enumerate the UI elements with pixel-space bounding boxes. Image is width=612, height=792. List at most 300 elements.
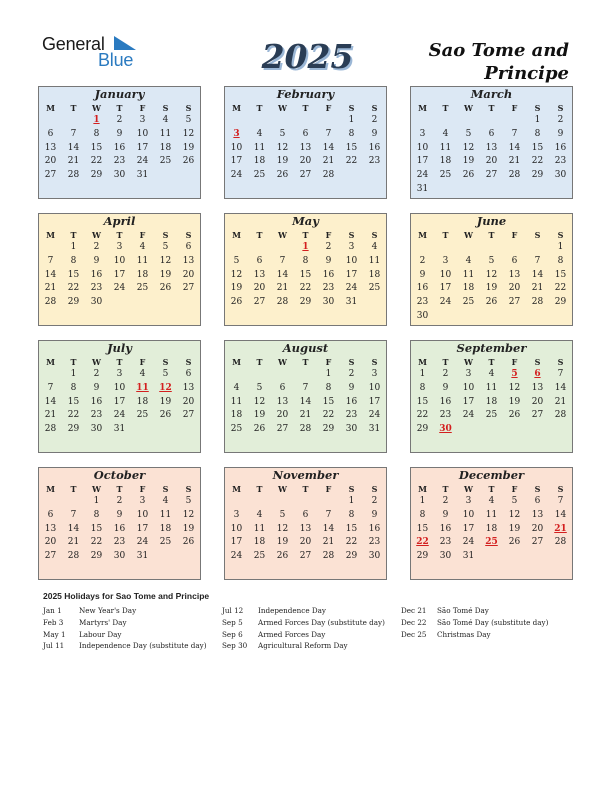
day-cell: 10 [368, 382, 381, 393]
day-cell: 13 [299, 523, 312, 534]
day-cell: 12 [276, 142, 289, 153]
day-cell: 20 [276, 410, 289, 421]
holiday-column [43, 605, 207, 652]
day-cell: 28 [322, 170, 335, 181]
week-row [411, 396, 572, 410]
day-cell: 27 [485, 170, 498, 181]
day-cell: 21 [44, 410, 57, 421]
day-cell: 6 [47, 128, 54, 139]
day-cell: 24 [136, 156, 149, 167]
weekday-header-row [39, 356, 200, 368]
day-cell: 10 [230, 523, 243, 534]
weekday-label: M [232, 103, 241, 113]
holiday-day-cell: 21 [554, 523, 567, 534]
day-cell: 17 [368, 396, 381, 407]
empty-day-cell [503, 114, 526, 128]
day-cell: 16 [113, 523, 126, 534]
day-cell: 11 [439, 142, 452, 153]
day-cell: 6 [185, 242, 192, 252]
day-cell: 15 [416, 396, 429, 407]
day-cell: 11 [159, 509, 172, 520]
empty-day-cell [480, 550, 503, 564]
day-cell: 23 [368, 156, 381, 167]
day-cell: 21 [322, 156, 335, 167]
day-cell: 19 [508, 396, 521, 407]
day-cell: 24 [368, 410, 381, 421]
day-cell: 23 [554, 156, 567, 167]
day-cell: 5 [233, 255, 240, 266]
empty-day-cell [271, 114, 294, 128]
day-cell: 13 [253, 269, 266, 280]
week-row [411, 368, 572, 382]
empty-day-cell [526, 183, 549, 197]
month-august [224, 340, 387, 453]
day-cell: 8 [348, 128, 355, 139]
empty-day-cell [480, 183, 503, 197]
holiday-day-cell: 11 [136, 382, 149, 393]
week-row [225, 241, 386, 255]
weekday-label: T [302, 103, 309, 113]
day-cell: 25 [485, 410, 498, 421]
day-cell: 9 [371, 128, 378, 139]
weekday-label: S [162, 357, 169, 367]
day-cell: 28 [67, 170, 80, 181]
day-cell: 10 [113, 255, 126, 266]
day-cell: 20 [531, 523, 544, 534]
day-cell: 19 [182, 523, 195, 534]
day-cell: 22 [554, 283, 567, 294]
weekday-label: S [185, 230, 192, 240]
empty-day-cell [131, 296, 154, 310]
empty-day-cell [480, 114, 503, 128]
day-cell: 13 [508, 269, 521, 280]
empty-day-cell [526, 241, 549, 255]
day-cell: 3 [465, 496, 472, 506]
weekday-label: F [511, 357, 518, 367]
day-cell: 7 [47, 255, 54, 266]
empty-day-cell [480, 423, 503, 437]
day-cell: 7 [557, 496, 564, 506]
day-cell: 5 [279, 128, 286, 139]
day-cell: 19 [253, 410, 266, 421]
day-cell: 22 [416, 410, 429, 421]
day-cell: 26 [276, 170, 289, 181]
day-cell: 3 [116, 369, 123, 379]
day-cell: 29 [90, 170, 103, 181]
empty-day-cell [154, 550, 177, 564]
month-title: August [282, 341, 329, 355]
day-cell: 29 [299, 297, 312, 308]
day-cell: 2 [348, 369, 355, 379]
day-cell: 1 [70, 369, 77, 379]
day-cell: 7 [70, 509, 77, 520]
day-cell: 4 [162, 496, 169, 506]
day-cell: 22 [67, 283, 80, 294]
empty-day-cell [294, 114, 317, 128]
empty-day-cell [271, 495, 294, 509]
day-cell: 21 [67, 537, 80, 548]
holiday-item [43, 640, 207, 652]
day-cell: 26 [159, 410, 172, 421]
day-cell: 19 [508, 523, 521, 534]
weekday-label: S [348, 230, 355, 240]
weekday-label: S [185, 357, 192, 367]
holiday-name: São Tomé Day [437, 606, 489, 615]
day-cell: 27 [44, 170, 57, 181]
day-cell: 24 [113, 283, 126, 294]
day-cell: 2 [371, 115, 378, 125]
general-blue-logo [42, 34, 142, 70]
weekday-label: T [488, 484, 495, 494]
empty-day-cell [177, 423, 200, 437]
day-cell: 2 [93, 369, 100, 379]
day-cell: 23 [90, 283, 103, 294]
day-cell: 1 [557, 242, 564, 252]
empty-day-cell [294, 368, 317, 382]
day-cell: 31 [462, 551, 475, 562]
day-cell: 4 [139, 242, 146, 252]
holiday-day-cell: 22 [416, 537, 429, 548]
empty-day-cell [108, 296, 131, 310]
day-cell: 22 [345, 537, 358, 548]
day-cell: 9 [93, 255, 100, 266]
holiday-day-cell: 30 [439, 424, 452, 435]
week-row [411, 536, 572, 550]
day-cell: 25 [159, 537, 172, 548]
week-row [225, 409, 386, 423]
holiday-day-cell: 1 [93, 115, 100, 125]
holiday-item [43, 605, 207, 617]
day-cell: 29 [67, 424, 80, 435]
week-row [225, 382, 386, 396]
day-cell: 30 [113, 551, 126, 562]
day-cell: 18 [136, 269, 149, 280]
weekday-label: S [185, 484, 192, 494]
day-cell: 22 [90, 156, 103, 167]
day-cell: 6 [185, 369, 192, 379]
day-cell: 24 [113, 410, 126, 421]
day-cell: 5 [465, 128, 472, 139]
weekday-label: S [534, 484, 541, 494]
week-row [225, 423, 386, 437]
day-cell: 11 [230, 396, 243, 407]
day-cell: 22 [90, 537, 103, 548]
day-cell: 29 [90, 551, 103, 562]
day-cell: 30 [90, 424, 103, 435]
day-cell: 22 [345, 156, 358, 167]
day-cell: 19 [462, 156, 475, 167]
day-cell: 30 [90, 297, 103, 308]
weekday-label: S [348, 103, 355, 113]
weekday-label: W [464, 484, 473, 494]
day-cell: 31 [136, 551, 149, 562]
empty-day-cell [503, 310, 526, 324]
day-cell: 11 [159, 128, 172, 139]
holiday-item [43, 629, 207, 641]
empty-day-cell [457, 114, 480, 128]
weekday-label: S [185, 103, 192, 113]
weekday-header-row [225, 483, 386, 495]
day-cell: 31 [345, 297, 358, 308]
day-cell: 12 [508, 509, 521, 520]
day-cell: 8 [557, 255, 564, 266]
day-cell: 8 [419, 382, 426, 393]
holiday-name: São Tomé Day (substitute day) [437, 617, 549, 627]
holiday-name: Martyrs' Day [79, 617, 127, 627]
month-title: December [458, 468, 525, 482]
week-row [225, 142, 386, 156]
day-cell: 13 [531, 509, 544, 520]
day-cell: 2 [371, 496, 378, 506]
day-cell: 27 [531, 410, 544, 421]
week-row [225, 155, 386, 169]
day-cell: 14 [322, 142, 335, 153]
day-cell: 14 [508, 142, 521, 153]
holiday-date: Dec 25 [401, 629, 427, 639]
day-cell: 20 [299, 537, 312, 548]
weekday-label: W [278, 484, 287, 494]
day-cell: 15 [531, 142, 544, 153]
week-row [411, 495, 572, 509]
holiday-name: New Year's Day [79, 606, 137, 615]
weekday-label: T [488, 230, 495, 240]
week-row [411, 128, 572, 142]
day-cell: 15 [554, 269, 567, 280]
day-cell: 12 [253, 396, 266, 407]
week-row [39, 423, 200, 437]
day-cell: 5 [185, 115, 192, 125]
country-title-line1: Sao Tome and [428, 40, 569, 61]
empty-day-cell [503, 550, 526, 564]
empty-day-cell [457, 310, 480, 324]
day-cell: 12 [182, 128, 195, 139]
empty-day-cell [363, 169, 386, 183]
empty-day-cell [39, 241, 62, 255]
empty-day-cell [340, 169, 363, 183]
day-cell: 21 [554, 396, 567, 407]
day-cell: 24 [345, 283, 358, 294]
day-cell: 8 [325, 382, 332, 393]
week-row [39, 169, 200, 183]
weekday-label: T [116, 357, 123, 367]
holiday-date: Sep 5 [222, 617, 243, 627]
day-cell: 7 [47, 382, 54, 393]
day-cell: 26 [159, 283, 172, 294]
empty-day-cell [271, 368, 294, 382]
empty-day-cell [177, 296, 200, 310]
day-cell: 24 [462, 410, 475, 421]
day-cell: 17 [439, 283, 452, 294]
day-cell: 20 [508, 283, 521, 294]
day-cell: 17 [230, 537, 243, 548]
day-cell: 20 [44, 537, 57, 548]
day-cell: 28 [44, 424, 57, 435]
empty-day-cell [363, 296, 386, 310]
week-row [39, 296, 200, 310]
holiday-item [222, 640, 385, 652]
weekday-label: T [70, 103, 77, 113]
day-cell: 24 [136, 537, 149, 548]
day-cell: 11 [485, 509, 498, 520]
week-row [225, 523, 386, 537]
weekday-label: F [139, 103, 146, 113]
day-cell: 23 [439, 537, 452, 548]
day-cell: 14 [44, 269, 57, 280]
day-cell: 17 [416, 156, 429, 167]
weekday-label: T [256, 357, 263, 367]
day-cell: 2 [325, 242, 332, 252]
weekday-label: T [116, 484, 123, 494]
empty-day-cell [154, 169, 177, 183]
week-row [39, 114, 200, 128]
day-cell: 27 [531, 537, 544, 548]
weekday-label: S [371, 103, 378, 113]
month-november [224, 467, 387, 580]
weekday-label: T [70, 357, 77, 367]
weekday-label: T [256, 484, 263, 494]
weekday-label: M [46, 484, 55, 494]
weekday-label: M [46, 357, 55, 367]
day-cell: 19 [485, 283, 498, 294]
holiday-day-cell: 25 [485, 537, 498, 548]
day-cell: 14 [322, 523, 335, 534]
day-cell: 25 [253, 551, 266, 562]
week-row [39, 396, 200, 410]
day-cell: 18 [136, 396, 149, 407]
day-cell: 5 [162, 242, 169, 252]
empty-day-cell [434, 114, 457, 128]
day-cell: 9 [557, 128, 564, 139]
weekday-header-row [411, 229, 572, 241]
day-cell: 8 [419, 509, 426, 520]
empty-day-cell [480, 310, 503, 324]
day-cell: 16 [439, 396, 452, 407]
day-cell: 28 [554, 410, 567, 421]
day-cell: 27 [182, 283, 195, 294]
day-cell: 9 [325, 255, 332, 266]
day-cell: 18 [253, 156, 266, 167]
holiday-item [401, 629, 548, 641]
day-cell: 6 [256, 255, 263, 266]
day-cell: 16 [368, 142, 381, 153]
holiday-item [222, 605, 385, 617]
day-cell: 8 [302, 255, 309, 266]
day-cell: 16 [322, 269, 335, 280]
holiday-name: Independence Day [258, 606, 326, 615]
day-cell: 25 [230, 424, 243, 435]
day-cell: 19 [159, 269, 172, 280]
day-cell: 1 [419, 369, 426, 379]
day-cell: 29 [67, 297, 80, 308]
week-row [225, 282, 386, 296]
day-cell: 20 [253, 283, 266, 294]
day-cell: 24 [230, 170, 243, 181]
weekday-label: T [442, 103, 449, 113]
holidays-title: 2025 Holidays for Sao Tome and Principe [43, 591, 210, 601]
week-row [39, 495, 200, 509]
week-row [225, 255, 386, 269]
day-cell: 10 [462, 382, 475, 393]
day-cell: 7 [325, 509, 332, 520]
empty-day-cell [225, 241, 248, 255]
day-cell: 8 [93, 128, 100, 139]
holiday-day-cell: 6 [534, 369, 541, 379]
day-cell: 5 [185, 496, 192, 506]
weekday-label: S [162, 103, 169, 113]
weekday-label: T [70, 230, 77, 240]
day-cell: 26 [485, 297, 498, 308]
empty-day-cell [317, 114, 340, 128]
day-cell: 25 [159, 156, 172, 167]
month-july [38, 340, 201, 453]
weekday-label: S [348, 357, 355, 367]
day-cell: 26 [182, 156, 195, 167]
day-cell: 6 [279, 382, 286, 393]
weekday-label: F [139, 357, 146, 367]
day-cell: 28 [67, 551, 80, 562]
empty-day-cell [526, 423, 549, 437]
day-cell: 31 [368, 424, 381, 435]
weekday-header-row [39, 483, 200, 495]
holiday-item [222, 617, 385, 629]
day-cell: 28 [44, 297, 57, 308]
day-cell: 14 [531, 269, 544, 280]
weekday-label: S [557, 357, 564, 367]
weekday-label: S [162, 484, 169, 494]
week-row [39, 509, 200, 523]
weekday-label: W [464, 230, 473, 240]
empty-day-cell [503, 241, 526, 255]
holiday-date: Jan 1 [43, 606, 62, 615]
day-cell: 4 [256, 509, 263, 520]
day-cell: 20 [44, 156, 57, 167]
weekday-header-row [411, 356, 572, 368]
day-cell: 7 [325, 128, 332, 139]
day-cell: 7 [511, 128, 518, 139]
month-march [410, 86, 573, 199]
logo-text-general: General [42, 34, 105, 54]
week-row [411, 310, 572, 324]
day-cell: 26 [276, 551, 289, 562]
month-title: September [456, 341, 527, 355]
day-cell: 29 [416, 424, 429, 435]
empty-day-cell [457, 423, 480, 437]
day-cell: 26 [508, 410, 521, 421]
week-row [411, 509, 572, 523]
day-cell: 1 [93, 496, 100, 506]
month-january [38, 86, 201, 199]
weekday-header-row [39, 229, 200, 241]
day-cell: 12 [159, 255, 172, 266]
empty-day-cell [503, 423, 526, 437]
week-row [225, 368, 386, 382]
holiday-date: Dec 22 [401, 617, 427, 627]
day-cell: 28 [276, 297, 289, 308]
week-row [39, 550, 200, 564]
holiday-name: Armed Forces Day [258, 629, 326, 639]
day-cell: 18 [230, 410, 243, 421]
day-cell: 27 [182, 410, 195, 421]
week-row [39, 523, 200, 537]
month-title: March [470, 87, 513, 101]
weekday-label: M [418, 230, 427, 240]
empty-day-cell [39, 368, 62, 382]
day-cell: 10 [136, 509, 149, 520]
holiday-day-cell: 1 [302, 242, 309, 252]
weekday-label: M [46, 230, 55, 240]
day-cell: 10 [416, 142, 429, 153]
week-row [411, 523, 572, 537]
